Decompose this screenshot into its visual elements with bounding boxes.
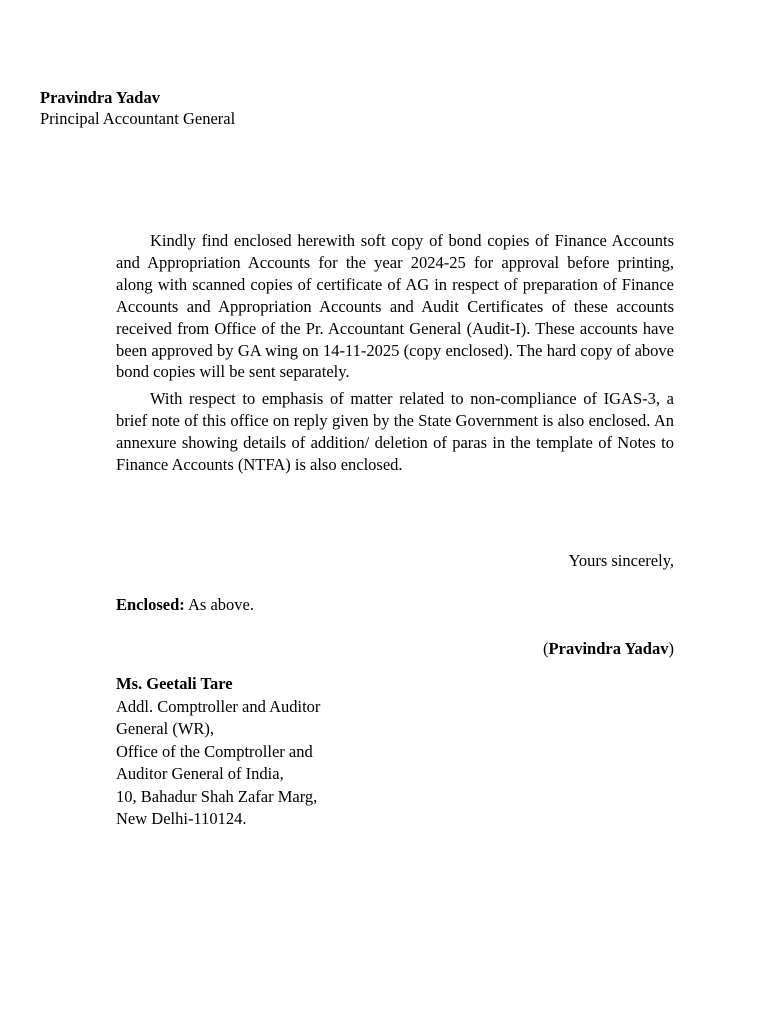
signature-name: Pravindra Yadav (548, 639, 669, 658)
signature-open-paren: ( (543, 639, 549, 658)
addressee-line: New Delhi-110124. (116, 809, 247, 828)
enclosure-value: As above. (187, 595, 254, 614)
signature-block (116, 638, 674, 660)
sender-designation: Principal Accountant General (40, 109, 236, 128)
letter-body (116, 230, 674, 481)
addressee-line: General (WR), (116, 719, 215, 738)
addressee-line: Auditor General of India, (116, 764, 284, 783)
enclosure-label: Enclosed: (116, 595, 185, 614)
body-paragraph: With respect to emphasis of matter related to non-compliance of IGAS-3, a brief note of this office on reply given by the State Government is also enclosed. An annexure showing details of addition/ deletion of paras in the template of Notes to Finance Accounts (NTFA) is also enclosed. (116, 389, 674, 475)
sender-block (40, 87, 235, 129)
addressee-line: Addl. Comptroller and Auditor (116, 696, 321, 716)
sender-name: Pravindra Yadav (40, 88, 160, 107)
enclosure-line (116, 594, 254, 616)
addressee-name: Ms. Geetali Tare (116, 674, 233, 693)
addressee-line: 10, Bahadur Shah Zafar Marg, (116, 786, 318, 806)
addressee-line: Office of the Comptroller and (116, 741, 313, 761)
signature-close-paren: ) (668, 639, 674, 658)
body-paragraph: Kindly find enclosed herewith soft copy of bond copies of Finance Accounts and Appropriation Accounts for the year 2024-25 for approval before printing, along with scanned copies of certificate of AG in respect of preparation of Finance Accounts and Appropriation Accounts and Audit Certificates of these accounts received from Office of the Pr. Accountant General (Audit-I). These accounts have been approved by GA wing on 14-11-2025 (copy enclosed). The hard copy of above bond copies will be sent separately. (116, 231, 674, 382)
addressee-block (116, 673, 320, 831)
closing-salutation: Yours sincerely, (568, 551, 674, 570)
